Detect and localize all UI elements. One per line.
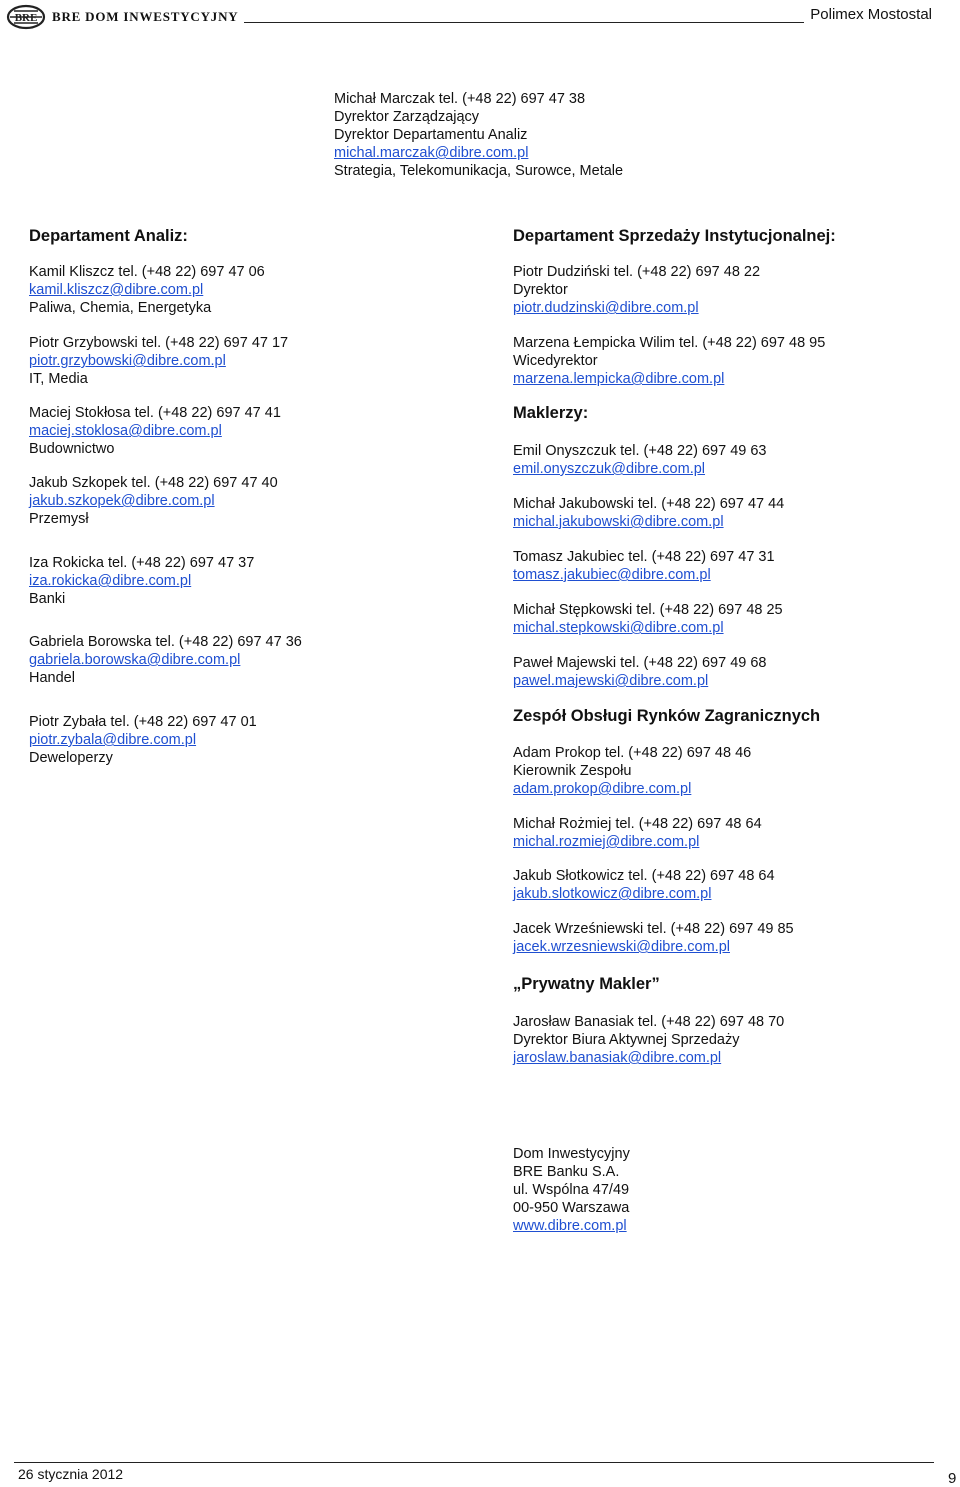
foreign-entry [513, 815, 762, 851]
director-role: Dyrektor Departamentu Analiz [334, 127, 528, 143]
analyst-email-link[interactable]: jakub.szkopek@dibre.com.pl [29, 493, 215, 509]
broker-entry [513, 495, 784, 531]
broker-email-link[interactable]: michal.jakubowski@dibre.com.pl [513, 514, 724, 530]
foreign-name-tel: Adam Prokop tel. (+48 22) 697 48 46 [513, 745, 752, 761]
address-line: Dom Inwestycyjny [513, 1146, 630, 1162]
website-link[interactable]: www.dibre.com.pl [513, 1218, 627, 1234]
sales-name-tel: Marzena Łempicka Wilim tel. (+48 22) 697 48 95 [513, 335, 826, 351]
analyst-entry [29, 554, 254, 608]
director-block [334, 90, 623, 180]
foreign-name-tel: Michał Rożmiej tel. (+48 22) 697 48 64 [513, 816, 762, 832]
analyst-email-link[interactable]: kamil.kliszcz@dibre.com.pl [29, 282, 204, 298]
foreign-email-link[interactable]: adam.prokop@dibre.com.pl [513, 781, 692, 797]
address-line: BRE Banku S.A. [513, 1164, 620, 1180]
broker-name-tel: Emil Onyszczuk tel. (+48 22) 697 49 63 [513, 443, 767, 459]
analyst-entry [29, 713, 257, 767]
broker-name-tel: Tomasz Jakubiec tel. (+48 22) 697 47 31 [513, 549, 775, 565]
broker-email-link[interactable]: pawel.majewski@dibre.com.pl [513, 673, 709, 689]
broker-entry [513, 442, 766, 478]
private-email-link[interactable]: jaroslaw.banasiak@dibre.com.pl [513, 1050, 722, 1066]
analyst-email-link[interactable]: piotr.grzybowski@dibre.com.pl [29, 353, 226, 369]
broker-email-link[interactable]: emil.onyszczuk@dibre.com.pl [513, 461, 706, 477]
broker-name-tel: Michał Stępkowski tel. (+48 22) 697 48 25 [513, 602, 783, 618]
sales-role: Wicedyrektor [513, 353, 598, 369]
analyst-email-link[interactable]: piotr.zybala@dibre.com.pl [29, 732, 197, 748]
analyst-sector: Budownictwo [29, 441, 115, 457]
director-sectors: Strategia, Telekomunikacja, Surowce, Metale [334, 163, 624, 179]
analyst-name-tel: Maciej Stokłosa tel. (+48 22) 697 47 41 [29, 405, 281, 421]
sales-heading: Departament Sprzedaży Instytucjonalnej: [513, 227, 836, 245]
broker-entry [513, 601, 783, 637]
analyst-sector: IT, Media [29, 371, 88, 387]
foreign-entry [513, 744, 751, 798]
page-number: 9 [948, 1470, 957, 1487]
private-name-tel: Jarosław Banasiak tel. (+48 22) 697 48 70 [513, 1014, 785, 1030]
analyst-sector: Przemysł [29, 511, 89, 527]
sales-email-link[interactable]: marzena.lempicka@dibre.com.pl [513, 371, 725, 387]
analyst-email-link[interactable]: maciej.stoklosa@dibre.com.pl [29, 423, 222, 439]
foreign-email-link[interactable]: jacek.wrzesniewski@dibre.com.pl [513, 939, 730, 955]
analyst-name-tel: Jakub Szkopek tel. (+48 22) 697 47 40 [29, 475, 278, 491]
private-broker-entry [513, 1013, 784, 1067]
sales-name-tel: Piotr Dudziński tel. (+48 22) 697 48 22 [513, 264, 761, 280]
broker-email-link[interactable]: michal.stepkowski@dibre.com.pl [513, 620, 724, 636]
foreign-role: Kierownik Zespołu [513, 763, 632, 779]
foreign-entry [513, 920, 794, 956]
analyst-email-link[interactable]: iza.rokicka@dibre.com.pl [29, 573, 192, 589]
footer-rule [14, 1462, 934, 1463]
broker-entry [513, 548, 775, 584]
svg-text:BRE: BRE [14, 12, 38, 24]
foreign-heading: Zespół Obsługi Rynków Zagranicznych [513, 707, 821, 725]
foreign-name-tel: Jakub Słotkowicz tel. (+48 22) 697 48 64 [513, 868, 775, 884]
analyst-entry [29, 404, 281, 458]
bre-logo [6, 4, 46, 30]
analyst-sector: Paliwa, Chemia, Energetyka [29, 300, 212, 316]
broker-email-link[interactable]: tomasz.jakubiec@dibre.com.pl [513, 567, 711, 583]
analysis-heading: Departament Analiz: [29, 227, 188, 245]
analyst-sector: Handel [29, 670, 75, 686]
analyst-sector: Banki [29, 591, 66, 607]
broker-entry [513, 654, 767, 690]
analyst-name-tel: Piotr Zybała tel. (+48 22) 697 47 01 [29, 714, 257, 730]
director-name-tel: Michał Marczak tel. (+48 22) 697 47 38 [334, 91, 586, 107]
brokers-heading: Maklerzy: [513, 404, 589, 422]
address-block [513, 1145, 630, 1235]
sales-email-link[interactable]: piotr.dudzinski@dibre.com.pl [513, 300, 699, 316]
footer-date: 26 stycznia 2012 [18, 1466, 124, 1482]
analyst-name-tel: Piotr Grzybowski tel. (+48 22) 697 47 17 [29, 335, 289, 351]
analyst-entry [29, 633, 302, 687]
address-line: ul. Wspólna 47/49 [513, 1182, 630, 1198]
broker-name-tel: Michał Jakubowski tel. (+48 22) 697 47 44 [513, 496, 785, 512]
foreign-name-tel: Jacek Wrześniewski tel. (+48 22) 697 49 85 [513, 921, 794, 937]
sales-entry [513, 263, 760, 317]
foreign-entry [513, 867, 775, 903]
analyst-entry [29, 263, 265, 317]
foreign-email-link[interactable]: jakub.slotkowicz@dibre.com.pl [513, 886, 712, 902]
analyst-name-tel: Kamil Kliszcz tel. (+48 22) 697 47 06 [29, 264, 265, 280]
foreign-email-link[interactable]: michal.rozmiej@dibre.com.pl [513, 834, 700, 850]
brand-name: BRE DOM INWESTYCYJNY [52, 9, 239, 24]
analyst-email-link[interactable]: gabriela.borowska@dibre.com.pl [29, 652, 241, 668]
analyst-name-tel: Iza Rokicka tel. (+48 22) 697 47 37 [29, 555, 255, 571]
broker-name-tel: Paweł Majewski tel. (+48 22) 697 49 68 [513, 655, 767, 671]
analyst-entry [29, 474, 278, 528]
sales-entry [513, 334, 825, 388]
private-role: Dyrektor Biura Aktywnej Sprzedaży [513, 1032, 740, 1048]
director-email-link[interactable]: michal.marczak@dibre.com.pl [334, 145, 529, 161]
analyst-name-tel: Gabriela Borowska tel. (+48 22) 697 47 36 [29, 634, 302, 650]
private-broker-heading: „Prywatny Makler” [513, 975, 660, 993]
company-name: Polimex Mostostal [810, 6, 932, 23]
analyst-entry [29, 334, 288, 388]
header-rule [244, 22, 804, 23]
address-line: 00-950 Warszawa [513, 1200, 630, 1216]
director-role: Dyrektor Zarządzający [334, 109, 480, 125]
sales-role: Dyrektor [513, 282, 568, 298]
analyst-sector: Deweloperzy [29, 750, 113, 766]
